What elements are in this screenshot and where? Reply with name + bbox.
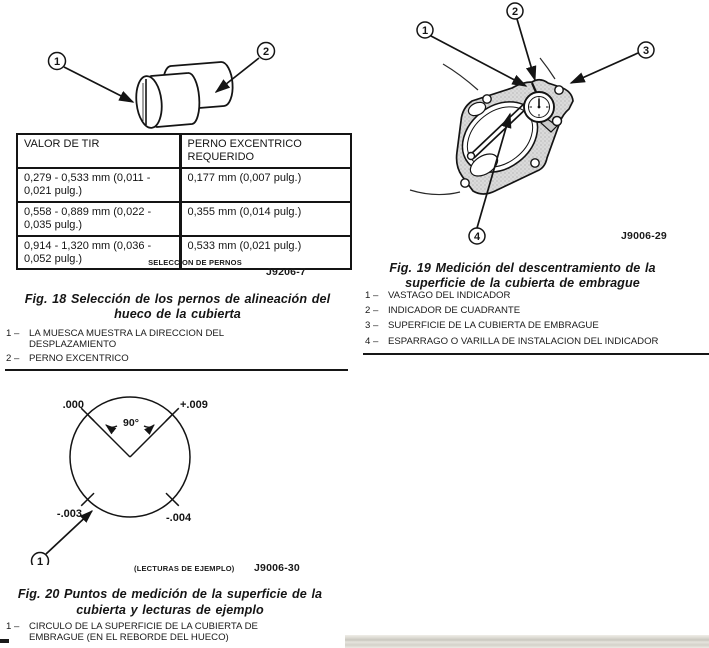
- fig20-caption-line1: Fig. 20 Puntos de medición de la superficie de la: [17, 587, 323, 601]
- legend-item: 4 – ESPARRAGO O VARILLA DE INSTALACION DEL INDICADOR: [365, 335, 659, 347]
- figure-ref-j9206-7: J9206-7: [266, 266, 306, 278]
- callout-1: [49, 53, 134, 103]
- svg-text:2: 2: [262, 46, 270, 58]
- table-cell: 0,355 mm (0,014 pulg.): [180, 202, 351, 236]
- angle-arrow: [106, 417, 154, 429]
- column-divider-rule-right: [363, 353, 709, 355]
- fig18-legend: [6, 329, 286, 368]
- table-header-tir: VALOR DE TIR: [17, 134, 180, 168]
- svg-text:4: 4: [473, 231, 481, 243]
- scan-artifact-band: [345, 635, 709, 648]
- svg-text:2: 2: [511, 6, 519, 18]
- page-edge-artifact: [0, 639, 9, 643]
- fig18-caption-line2: hueco de la cubierta: [114, 307, 241, 321]
- legend-item: 1 – LA MUESCA MUESTRA LA DIRECCION DEL DESPLAZAMIENTO: [6, 328, 224, 350]
- bolt-front-cylinder: [134, 73, 200, 129]
- table-cell: 0,914 - 1,320 mm (0,036 - 0,052 pulg.): [17, 236, 180, 269]
- legend-item: 1 – CIRCULO DE LA SUPERFICIE DE LA CUBIERTA DE EMBRAGUE (EN EL REBORDE DEL HUECO): [6, 621, 258, 643]
- table-cell: 0,279 - 0,533 mm (0,011 - 0,021 pulg.): [17, 168, 180, 202]
- fig20-caption-line2: cubierta y lecturas de ejemplo: [76, 603, 264, 617]
- fig19-caption-line1: Fig. 19 Medición del descentramiento de la: [389, 261, 656, 275]
- table-header-perno: PERNO EXCENTRICO REQUERIDO: [180, 134, 351, 168]
- legend-item: 2 – PERNO EXCENTRICO: [6, 353, 129, 365]
- reading-top-right: +.009: [180, 399, 208, 411]
- reading-top-left: .000: [62, 399, 84, 411]
- svg-text:3: 3: [642, 45, 650, 57]
- reading-bottom-right: -.004: [166, 512, 192, 524]
- callout-3: [571, 42, 654, 83]
- svg-text:1: 1: [36, 556, 44, 565]
- fig19-legend: [365, 291, 709, 352]
- legend-item: 1 – VASTAGO DEL INDICADOR: [365, 290, 511, 301]
- reading-bottom-left: -.003: [56, 508, 82, 520]
- callout-1: [417, 22, 526, 86]
- figure-ref-j9006-30: J9006-30: [254, 562, 300, 574]
- table-cell: 0,177 mm (0,007 pulg.): [180, 168, 351, 202]
- svg-text:1: 1: [53, 56, 61, 68]
- table-footer-label: SELECCION DE PERNOS: [148, 258, 242, 267]
- table-cell: 0,533 mm (0,021 pulg.): [180, 236, 351, 269]
- column-divider-rule-left: [5, 369, 348, 371]
- measurement-circle-drawing: [0, 385, 330, 565]
- angle-label: 90°: [123, 417, 139, 429]
- clutch-cover-plate: [449, 80, 573, 194]
- svg-text:1: 1: [421, 25, 429, 37]
- fig18-caption-line1: Fig. 18 Selección de los pernos de alineación del: [24, 292, 331, 306]
- fig20-legend: [6, 622, 306, 647]
- clutch-cover-runout-drawing: [360, 0, 709, 252]
- fig19-caption-line2: superficie de la cubierta de embrague: [405, 276, 640, 290]
- legend-item: 3 – SUPERFICIE DE LA CUBIERTA DE EMBRAGUE: [365, 320, 599, 332]
- callout-2: [507, 3, 535, 80]
- tir-bolt-selection-table: [16, 133, 352, 270]
- figure-ref-j9006-29: J9006-29: [621, 230, 667, 242]
- example-readings-note: (LECTURAS DE EJEMPLO): [134, 564, 235, 573]
- eccentric-bolt-drawing: [0, 25, 360, 137]
- legend-item: 2 – INDICADOR DE CUADRANTE: [365, 305, 521, 317]
- table-cell: 0,558 - 0,889 mm (0,022 - 0,035 pulg.): [17, 202, 180, 236]
